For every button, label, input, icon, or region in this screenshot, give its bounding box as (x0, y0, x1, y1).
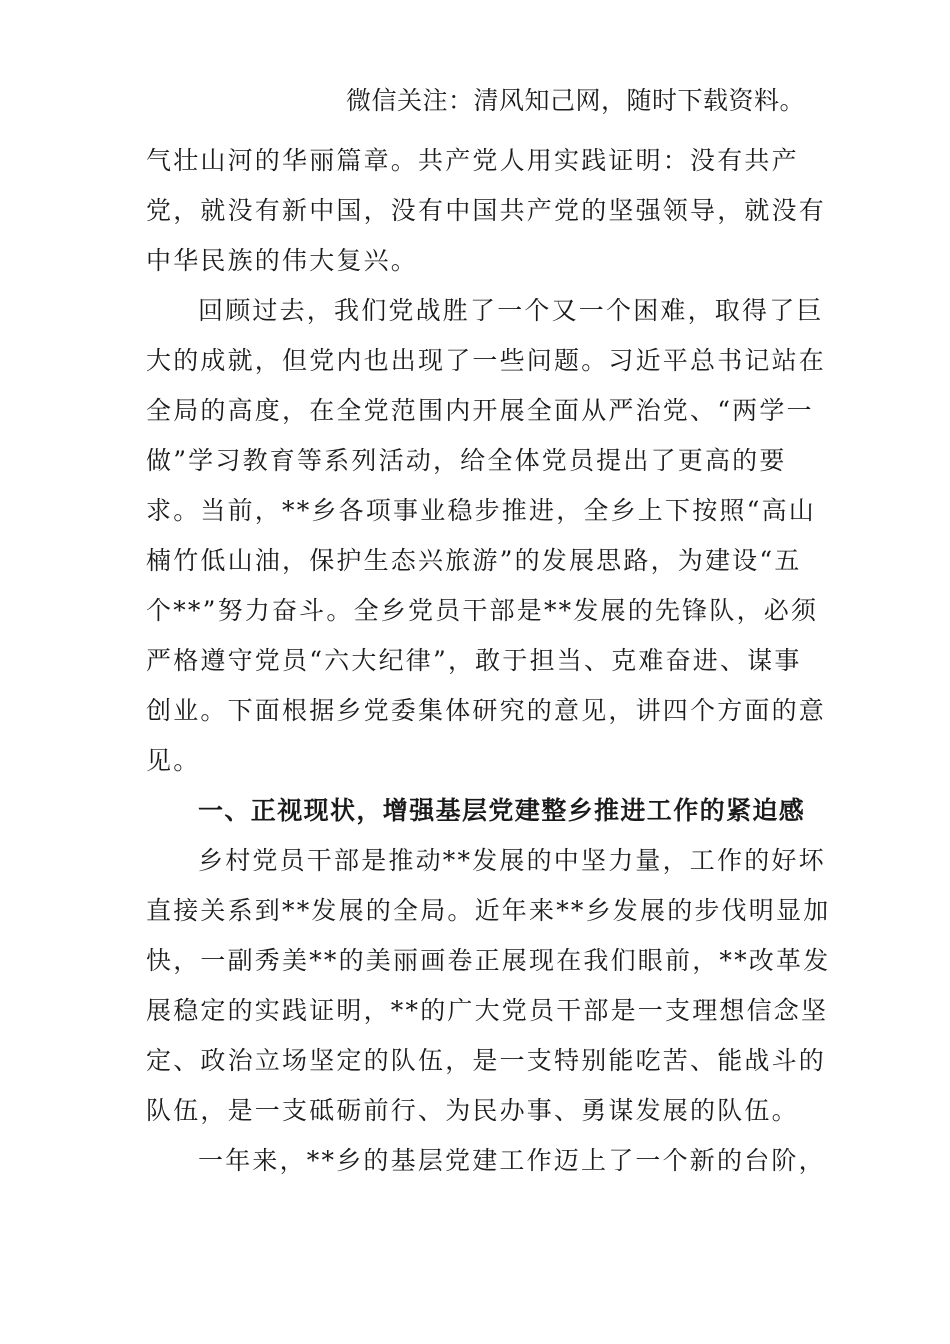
text-line: 快，一副秀美**的美丽画卷正展现在我们眼前，**改革发 (146, 946, 831, 975)
text-line: 全局的高度，在全党范围内开展全面从严治党、“两学一 (146, 396, 814, 425)
section-heading-text: 一、正视现状，增强基层党建整乡推进工作的紧迫感 (198, 796, 806, 825)
text-line: 一年来，**乡的基层党建工作迈上了一个新的台阶， (198, 1146, 826, 1175)
text-line: 气壮山河的华丽篇章。共产党人用实践证明：没有共产 (146, 146, 799, 175)
paragraph (146, 286, 827, 786)
text-line: 大的成就，但党内也出现了一些问题。习近平总书记站在 (146, 346, 827, 375)
text-line: 求。当前，**乡各项事业稳步推进，全乡上下按照“高山 (146, 496, 816, 525)
text-line: 定、政治立场坚定的队伍，是一支特别能吃苦、能战斗的 (146, 1046, 827, 1075)
paragraph (146, 136, 827, 286)
text-line: 中华民族的伟大复兴。 (146, 246, 419, 275)
text-line: 见。 (146, 746, 201, 775)
section-heading (146, 786, 806, 836)
text-line: 直接关系到**发展的全局。近年来**乡发展的步伐明显加 (146, 896, 831, 925)
text-line: 个**”努力奋斗。全乡党员干部是**发展的先锋队，必须 (146, 596, 819, 625)
text-line: 回顾过去，我们党战胜了一个又一个困难，取得了巨 (198, 296, 824, 325)
paragraph (146, 836, 831, 1136)
text-line: 创业。下面根据乡党委集体研究的意见，讲四个方面的意 (146, 696, 827, 725)
header-note: 微信关注：清风知己网，随时下载资料。 (346, 86, 806, 115)
document-body (146, 136, 831, 1186)
text-line: 严格遵守党员“六大纪律”，敢于担当、克难奋进、谋事 (146, 646, 802, 675)
text-line: 展稳定的实践证明，**的广大党员干部是一支理想信念坚 (146, 996, 829, 1025)
text-line: 党，就没有新中国，没有中国共产党的坚强领导，就没有 (146, 196, 827, 225)
text-line: 队伍，是一支砥砺前行、为民办事、勇谋发展的队伍。 (146, 1096, 799, 1125)
text-line: 乡村党员干部是推动**发展的中坚力量，工作的好坏 (198, 846, 826, 875)
text-line: 做”学习教育等系列活动，给全体党员提出了更高的要 (146, 446, 787, 475)
text-line: 楠竹低山油，保护生态兴旅游”的发展思路，为建设“五 (146, 546, 802, 575)
paragraph (146, 1136, 826, 1186)
